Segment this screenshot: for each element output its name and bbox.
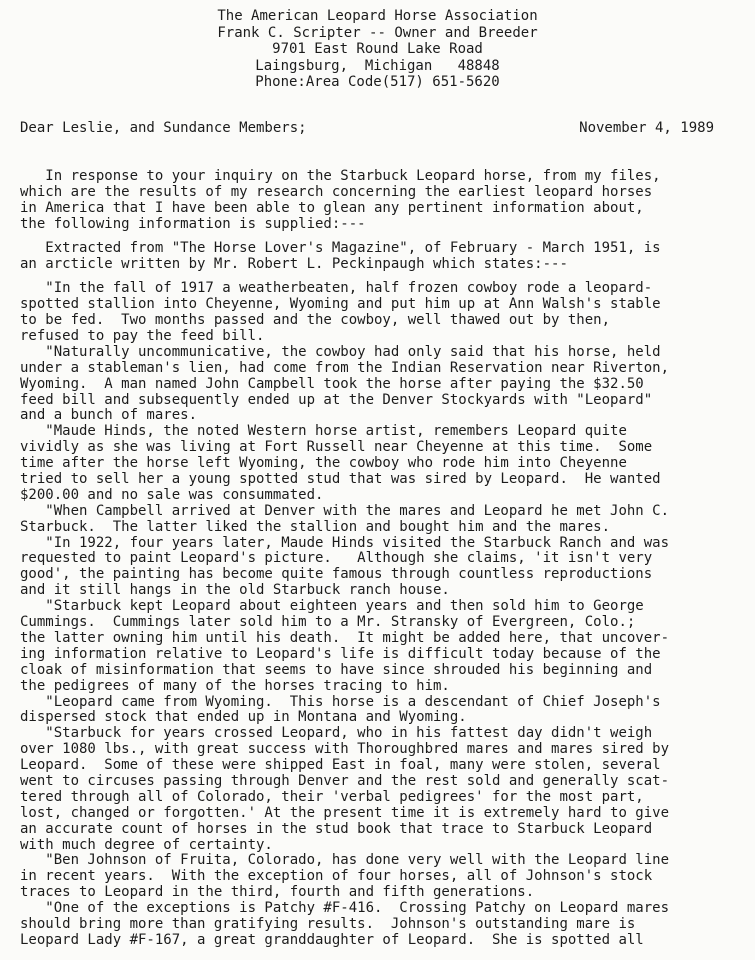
- article-line: Leopard Lady #F-167, a great granddaughter of Leopard. She is spotted all: [20, 931, 644, 948]
- article-line: feed bill and subsequently ended up at the Denver Stockyards with "Leopard": [20, 391, 653, 408]
- letterhead-city: Laingsburg, Michigan 48848: [255, 57, 500, 74]
- article-line: "One of the exceptions is Patchy #F-416. Crossing Patchy on Leopard mares: [20, 900, 670, 917]
- intro-paragraph: [20, 169, 755, 233]
- article-line: an accurate count of horses in the stud book that trace to Starbuck Leopard: [20, 820, 653, 837]
- article-quote: [20, 281, 755, 948]
- article-line: in recent years. With the exception of four horses, all of Johnson's stock: [20, 868, 653, 885]
- article-line: $200.00 and no sale was consummated.: [20, 486, 324, 503]
- article-line: should bring more than gratifying results. Johnson's outstanding mare is: [20, 915, 636, 932]
- article-line: time after the horse left Wyoming, the cowboy who rode him into Cheyenne: [20, 455, 627, 472]
- article-line: traces to Leopard in the third, fourth and fifth generations.: [20, 884, 535, 901]
- intro-line: in America that I have been able to glean any pertinent information about,: [20, 199, 644, 216]
- article-line: cloak of misinformation that seems to have since shrouded his beginning and: [20, 661, 653, 678]
- article-line: ing information relative to Leopard's life is difficult today because of the: [20, 645, 661, 662]
- article-line: "Maude Hinds, the noted Western horse artist, remembers Leopard quite: [20, 423, 627, 440]
- letterhead-org: The American Leopard Horse Association: [217, 8, 538, 24]
- article-line: "When Campbell arrived at Denver with the mares and Leopard he met John C.: [20, 502, 670, 519]
- article-line: refused to pay the feed bill.: [20, 328, 265, 345]
- article-line: good', the painting has become quite famous through countless reproductions: [20, 566, 653, 583]
- intro-line: which are the results of my research concerning the earliest leopard horses: [20, 183, 653, 200]
- article-line: Starbuck. The latter liked the stallion and bought him and the mares.: [20, 518, 611, 535]
- extract-line: Extracted from "The Horse Lover's Magazine", of February - March 1951, is: [20, 240, 661, 257]
- extract-line: an arcticle written by Mr. Robert L. Peckinpaugh which states:---: [20, 255, 568, 272]
- intro-line: the following information is supplied:---: [20, 215, 366, 232]
- article-line: requested to paint Leopard's picture. Although she claims, 'it isn't very: [20, 550, 653, 567]
- intro-line: In response to your inquiry on the Starbuck Leopard horse, from my files,: [20, 168, 661, 184]
- letter-date: November 4, 1989: [579, 120, 714, 136]
- article-line: dispersed stock that ended up in Montana and Wyoming.: [20, 709, 467, 726]
- article-line: "In the fall of 1917 a weatherbeaten, half frozen cowboy rode a leopard-: [20, 280, 653, 297]
- article-line: and it still hangs in the old Starbuck ranch house.: [20, 582, 450, 599]
- article-line: under a stableman's lien, had come from the Indian Reservation near Riverton,: [20, 359, 670, 376]
- salutation: Dear Leslie, and Sundance Members;: [20, 120, 307, 136]
- article-line: the pedigrees of many of the horses tracing to him.: [20, 677, 450, 694]
- article-line: to be fed. Two months passed and the cowboy, well thawed out by then,: [20, 312, 611, 329]
- article-line: vividly as she was living at Fort Russell near Cheyenne at this time. Some: [20, 439, 653, 456]
- article-line: over 1080 lbs., with great success with Thoroughbred mares and mares sired by: [20, 741, 670, 758]
- letter-body: [20, 169, 755, 949]
- letterhead: [0, 8, 755, 91]
- article-line: "Starbuck kept Leopard about eighteen years and then sold him to George: [20, 598, 644, 615]
- article-line: "In 1922, four years later, Maude Hinds visited the Starbuck Ranch and was: [20, 534, 670, 551]
- extract-paragraph: [20, 241, 755, 273]
- letterhead-phone: Phone:Area Code(517) 651-5620: [255, 74, 500, 90]
- article-line: and a bunch of mares.: [20, 407, 198, 424]
- article-line: Cummings. Cummings later sold him to a Mr. Stransky of Evergreen, Colo.;: [20, 614, 636, 631]
- article-line: "Ben Johnson of Fruita, Colorado, has done very well with the Leopard line: [20, 852, 670, 869]
- article-line: Wyoming. A man named John Campbell took the horse after paying the $32.50: [20, 375, 644, 392]
- article-line: the latter owning him until his death. It might be added here, that uncover-: [20, 629, 670, 646]
- letterhead-street: 9701 East Round Lake Road: [272, 41, 483, 57]
- letterhead-owner: Frank C. Scripter -- Owner and Breeder: [217, 24, 538, 41]
- article-line: tried to sell her a young spotted stud that was sired by Leopard. He wanted: [20, 471, 661, 488]
- article-line: lost, changed or forgotten.' At the present time it is extremely hard to give: [20, 804, 670, 821]
- article-line: with much degree of certainty.: [20, 836, 273, 853]
- article-line: "Naturally uncommunicative, the cowboy had only said that his horse, held: [20, 343, 661, 360]
- article-line: Leopard. Some of these were shipped East in foal, many were stolen, several: [20, 757, 661, 774]
- article-line: "Starbuck for years crossed Leopard, who in his fattest day didn't weigh: [20, 725, 653, 742]
- article-line: tered through all of Colorado, their 'verbal pedigrees' for the most part,: [20, 788, 644, 805]
- article-line: went to circuses passing through Denver and the rest sold and generally scat-: [20, 772, 670, 789]
- article-line: "Leopard came from Wyoming. This horse is a descendant of Chief Joseph's: [20, 693, 661, 710]
- article-line: spotted stallion into Cheyenne, Wyoming and put him up at Ann Walsh's stable: [20, 296, 661, 313]
